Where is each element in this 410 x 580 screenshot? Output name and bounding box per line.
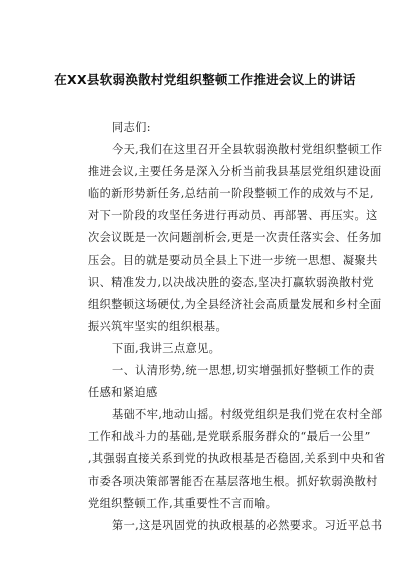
document-title: 在XX县软弱涣散村党组织整顿工作推进会议上的讲话 bbox=[54, 72, 356, 87]
paragraph-line: 对下一阶段的攻坚任务进行再动员、再部署、再压实。这 bbox=[88, 209, 378, 223]
paragraph-line: 压会。目的就是要动员全县上下进一步统一思想、凝聚共 bbox=[88, 253, 378, 267]
paragraph-line: 次会议既是一次问题剖析会,更是一次责任落实会、任务加 bbox=[88, 231, 382, 245]
paragraph-line: 基础不牢,地动山摇。村级党组织是我们党在农村全部 bbox=[112, 408, 383, 422]
salutation: 同志们: bbox=[112, 121, 151, 134]
paragraph-line: 推进会议,主要任务是深入分析当前我县基层党组织建设面 bbox=[88, 165, 382, 179]
paragraph-line: 下面,我讲三点意见。 bbox=[112, 341, 221, 355]
section-heading-line: 任感和紧迫感 bbox=[88, 386, 158, 400]
paragraph-line: 振兴筑牢坚实的组织根基。 bbox=[88, 319, 228, 333]
paragraph-line: 工作和战斗力的基础,是党联系服务群众的“最后一公里” bbox=[88, 430, 371, 444]
paragraph-line: 组织整顿这场硬仗,为全县经济社会高质量发展和乡村全面 bbox=[88, 297, 382, 311]
paragraph-line: 临的新形势新任务,总结前一阶段整顿工作的成效与不足, bbox=[88, 187, 375, 201]
paragraph-line: 识、精准发力,以决战决胜的姿态,坚决打赢软弱涣散村党 bbox=[88, 275, 375, 289]
paragraph-line: 市委各项决策部署能否在基层落地生根。抓好软弱涣散村 bbox=[88, 474, 378, 488]
paragraph-line: 党组织整顿工作,其重要性不言而喻。 bbox=[88, 496, 278, 510]
paragraph-line: 今天,我们在这里召开全县软弱涣散村党组织整顿工作 bbox=[112, 143, 383, 157]
paragraph-line: 第一,这是巩固党的执政根基的必然要求。习近平总书 bbox=[112, 518, 383, 532]
paragraph-line: ,其强弱直接关系到党的执政根基是否稳固,关系到中央和省 bbox=[88, 452, 386, 466]
document-body bbox=[88, 117, 386, 537]
section-heading-line: 一、认清形势,统一思想,切实增强抓好整顿工作的责 bbox=[112, 364, 375, 378]
